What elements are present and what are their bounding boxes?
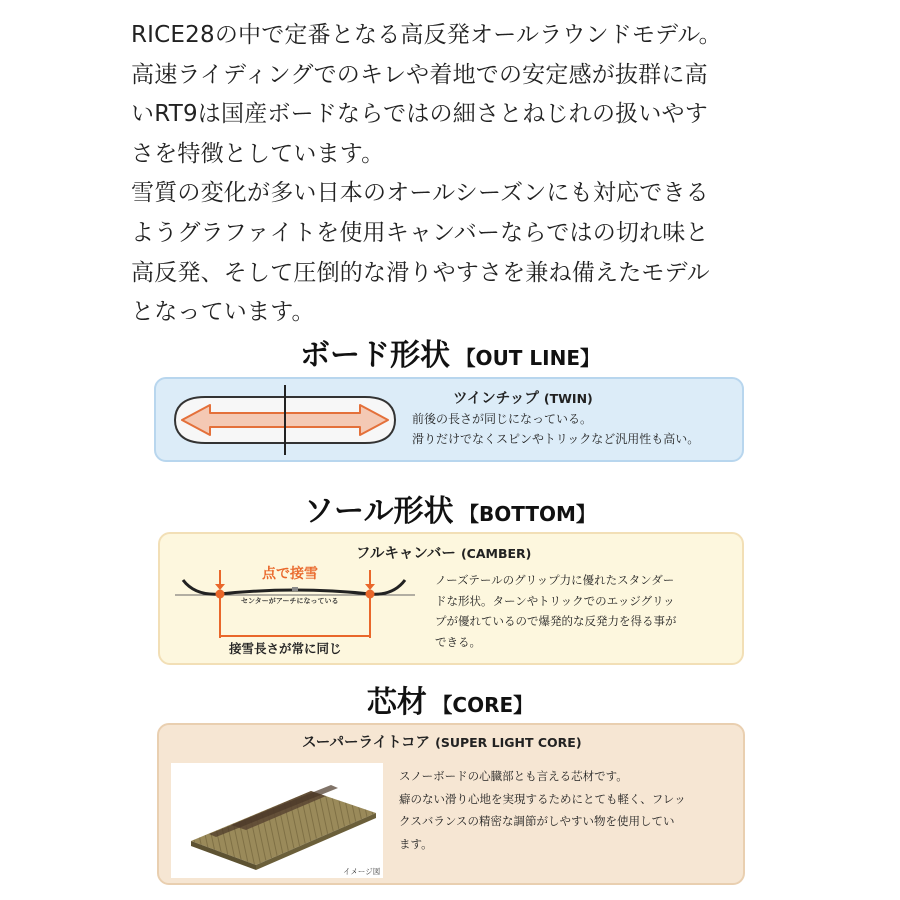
- core-description: [399, 765, 686, 855]
- intro-text: [131, 16, 791, 333]
- intro-line: 高反発、そして圧倒的な滑りやすさを兼ね備えたモデル: [131, 259, 710, 286]
- intro-line: 高速ライディングでのキレや着地での安定感が抜群に高: [131, 61, 708, 88]
- outline-name: [453, 387, 593, 408]
- bottom-name-en: (CAMBER): [460, 546, 532, 561]
- bottom-desc-line: プが優れているので爆発的な反発力を得る事が: [435, 614, 677, 628]
- bottom-heading-en: 【BOTTOM】: [459, 502, 596, 526]
- outline-heading: [0, 330, 900, 374]
- core-desc-line: スノーボードの心臓部とも言える芯材です。: [399, 769, 628, 783]
- core-desc-line: ます。: [399, 836, 433, 851]
- bottom-heading: [0, 486, 900, 530]
- image-caption: イメージ図: [343, 867, 381, 876]
- core-desc-line: クスバランスの精密な調節がしやすい物を使用してい: [399, 814, 675, 828]
- core-desc-line: 癖のない滑り心地を実現するためにとても軽く、フレッ: [399, 791, 686, 806]
- outline-name-jp: ツインチップ: [453, 391, 539, 407]
- intro-line: ようグラファイトを使用キャンバーならではの切れ味と: [131, 219, 709, 246]
- bottom-heading-jp: ソール形状: [304, 494, 454, 529]
- core-name: [302, 731, 582, 752]
- point-contact-label: 点で接雪: [262, 566, 318, 582]
- bottom-description: [435, 570, 677, 652]
- outline-desc-line: 滑りだけでなくスピンやトリックなど汎用性も高い。: [412, 432, 700, 446]
- intro-line: さを特徴としています。: [131, 140, 385, 167]
- center-arch-label: センターがアーチになっている: [241, 597, 339, 605]
- core-heading-jp: 芯材: [366, 685, 427, 720]
- core-heading-en: 【CORE】: [432, 693, 534, 717]
- outline-heading-jp: ボード形状: [299, 338, 450, 373]
- core-name-jp: スーパーライトコア: [302, 735, 431, 751]
- outline-heading-en: 【OUT LINE】: [455, 346, 600, 370]
- intro-line: となっています。: [131, 299, 315, 326]
- outline-name-en: (TWIN): [543, 391, 593, 406]
- outline-description: [412, 409, 699, 449]
- core-name-en: (SUPER LIGHT CORE): [435, 735, 582, 750]
- bottom-name-jp: フルキャンバー: [356, 546, 456, 562]
- twin-board-illustration: [170, 385, 400, 455]
- bottom-desc-line: できる。: [435, 634, 481, 649]
- core-image: [171, 763, 383, 878]
- intro-line: いRT9は国産ボードならではの細さとねじれの扱いやす: [131, 101, 708, 128]
- contact-length-label: 接雪長さが常に同じ: [229, 641, 342, 656]
- bottom-desc-line: ノーズテールのグリップ力に優れたスタンダー: [435, 573, 675, 587]
- outline-desc-line: 前後の長さが同じになっている。: [412, 412, 593, 426]
- wood-core-illustration: [171, 763, 383, 878]
- core-heading: [0, 677, 900, 721]
- bottom-desc-line: ドな形状。ターンやトリックでのエッジグリッ: [435, 593, 675, 608]
- intro-line: 雪質の変化が多い日本のオールシーズンにも対応できる: [131, 180, 709, 207]
- intro-line: RICE28の中で定番となる高反発オールラウンドモデル。: [131, 22, 722, 48]
